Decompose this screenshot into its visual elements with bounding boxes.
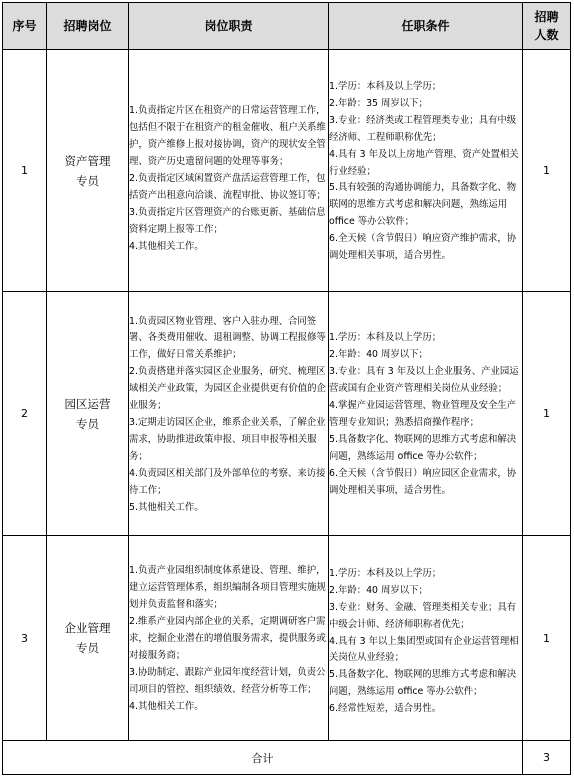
row-count: 1 [523, 50, 571, 292]
row-duties [129, 50, 329, 292]
header-count-line1: 招聘 [534, 10, 559, 24]
requirement-item: 3.专业：具有 3 年及以上企业服务、产业园运营或国有企业资产管理相关岗位从业经验； [329, 366, 519, 395]
duty-item: 3.定期走访园区企业，维系企业关系，了解企业需求，协助推进政策申报、项目申报等相关服务； [129, 417, 326, 462]
position-line1: 企业管理 [64, 621, 111, 635]
requirement-item: 1.学历：本科及以上学历； [329, 332, 442, 344]
duty-item: 2.负责指定区域闲置资产盘活运营管理工作，包括资产出租意向洽谈、流程审批、协议签订等； [129, 173, 326, 201]
row-no: 1 [3, 50, 47, 292]
header-count [523, 3, 571, 50]
requirement-item: 6.全天候（含节假日）响应资产维护需求，协调处理相关事项，适合男性。 [329, 233, 517, 262]
row-requirements [329, 536, 523, 741]
table-row [3, 50, 571, 292]
requirement-item: 6.经常性短差，适合男性。 [329, 703, 442, 715]
requirement-item: 5.具备数字化、物联网的思维方式考虑和解决问题，熟练运用 office 等办公软件； [329, 669, 517, 698]
row-no: 2 [3, 292, 47, 536]
row-requirements [329, 50, 523, 292]
row-duties [129, 292, 329, 536]
duty-item: 2.维系产业园内部企业的关系，定期调研客户需求，挖掘企业潜在的增值服务需求，提供服务或对接服务商； [129, 616, 326, 661]
duty-item: 1.负责产业园组织制度体系建设、管理、维护，建立运营管理体系，组织编制各项目管理实施规划并负责监督和落实； [129, 565, 326, 611]
requirement-item: 4.具有 3 年及以上房地产管理、资产处置相关行业经验； [329, 148, 519, 177]
total-row [3, 741, 571, 775]
requirement-item: 2.年龄：40 周岁以下； [329, 349, 428, 361]
requirement-item: 6.全天候（含节假日）响应园区企业需求，协调处理相关事项，适合男性。 [329, 467, 517, 496]
row-position [47, 50, 129, 292]
duty-item: 3.协助制定、跟踪产业园年度经营计划，负责公司项目的管控、组织绩效、经营分析等工作； [129, 666, 326, 695]
duty-item: 4.负责园区相关部门及外部单位的考察、来访接待工作； [129, 467, 326, 496]
header-position: 招聘岗位 [47, 3, 129, 50]
requirement-item: 4.掌握产业园运营管理、物业管理及安全生产管理专业知识；熟悉招商操作程序； [329, 400, 517, 428]
header-count-line2: 人数 [534, 28, 559, 42]
duty-item: 5.其他相关工作。 [129, 501, 204, 513]
table-row [3, 536, 571, 741]
position-line2: 专员 [76, 173, 99, 188]
position-line2: 专员 [76, 641, 99, 655]
duty-item: 4.其他相关工作。 [129, 240, 204, 252]
row-no: 3 [3, 536, 47, 741]
requirement-item: 2.年龄：35 周岁以下； [329, 97, 428, 109]
position-line1: 园区运营 [64, 396, 111, 411]
header-requirements: 任职条件 [329, 3, 523, 50]
recruitment-table [2, 2, 571, 775]
row-position [47, 536, 129, 741]
total-label: 合计 [3, 741, 523, 775]
table-header-row [3, 3, 571, 50]
row-requirements [329, 292, 523, 536]
row-position [47, 292, 129, 536]
total-value: 3 [523, 741, 571, 775]
row-count: 1 [523, 292, 571, 536]
duty-item: 3.负责指定片区管理资产的台账更新、基础信息资料定期上报等工作； [129, 206, 326, 235]
row-duties [129, 536, 329, 741]
duty-item: 1.负责指定片区在租资产的日常运营管理工作，包括但不限于在租资产的租金催收、租户关系维护，资产维修上报对接协调，资产的现状安全管理、资产历史遗留问题的处理等事务； [129, 105, 326, 168]
requirement-item: 5.具有较强的沟通协调能力，具备数字化、物联网的思维方式考虑和解决问题，熟练运用 office 等办公软件； [329, 182, 517, 228]
header-no: 序号 [3, 3, 47, 50]
requirement-item: 1.学历：本科及以上学历； [329, 567, 442, 579]
position-line2: 专员 [76, 416, 99, 431]
row-count: 1 [523, 536, 571, 741]
requirement-item: 2.年龄：40 周岁以下； [329, 584, 428, 596]
requirement-item: 3.专业：经济类或工程管理类专业；具有中级经济师、工程师职称优先； [329, 114, 517, 143]
requirement-item: 4.具有 3 年以上集团型或国有企业运营管理相关岗位从业经验； [329, 635, 519, 664]
header-duties: 岗位职责 [129, 3, 329, 50]
table-row [3, 292, 571, 536]
duty-item: 2.负责搭建并落实园区企业服务，研究、梳理区域相关产业政策，为园区企业提供更有价值的企业服务； [129, 366, 326, 412]
requirement-item: 1.学历：本科及以上学历； [329, 81, 442, 93]
duty-item: 4.其他相关工作。 [129, 700, 204, 712]
requirement-item: 5.具备数字化、物联网的思维方式考虑和解决问题，熟练运用 office 等办公软件； [329, 433, 517, 462]
duty-item: 1.负责园区物业管理、客户入驻办理、合同签署、各类费用催收、退租调整、协调工程报修等工作，做好日常关系维护； [129, 315, 326, 361]
requirement-item: 3.专业：财务、金融、管理类相关专业；具有中级会计师、经济师职称者优先； [329, 601, 517, 630]
position-line1: 资产管理 [64, 153, 111, 168]
